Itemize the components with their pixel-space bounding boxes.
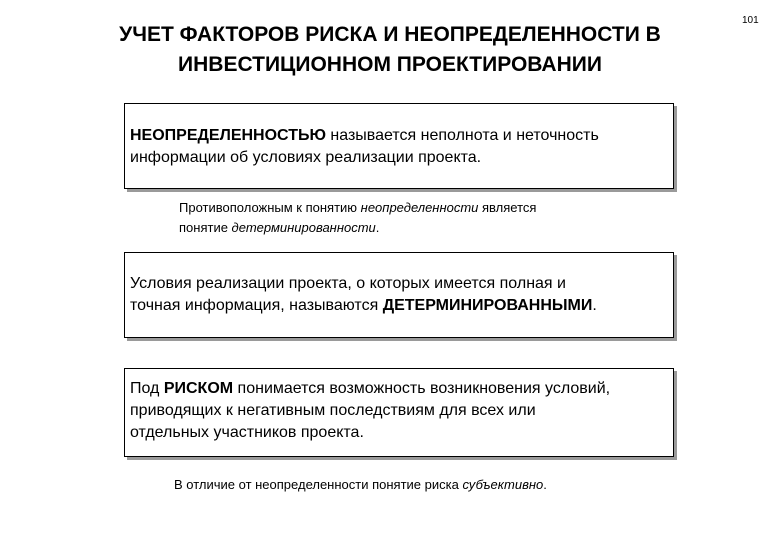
uncertainty-definition-line-2: информации об условиях реализации проекта. <box>130 149 482 166</box>
opposite-concept-text-1: Противоположным к понятию <box>179 200 361 215</box>
risk-subjectivity-text: В отличие от неопределенности понятие риска <box>174 477 463 492</box>
determined-definition-line-1: Условия реализации проекта, о которых имеется полная и <box>130 275 566 292</box>
uncertainty-definition-text: называется неполнота и неточность <box>325 127 599 144</box>
risk-definition-box <box>124 368 674 457</box>
risk-definition-prefix: Под <box>130 380 164 397</box>
risk-definition-line-1 <box>130 378 673 400</box>
risk-definition-line-2: приводящих к негативным последствиям для всех или <box>130 402 536 419</box>
determined-definition-box <box>124 252 674 338</box>
risk-subjectivity-period: . <box>543 477 547 492</box>
uncertainty-definition-line-1 <box>130 125 673 147</box>
determined-term: ДЕТЕРМИНИРОВАННЫМИ <box>382 297 593 314</box>
determinism-italic-term: детерминированности <box>231 220 376 235</box>
determined-definition-line-2 <box>130 295 673 317</box>
risk-term: РИСКОМ <box>163 380 234 397</box>
subjective-italic-term: субъективно <box>462 477 544 492</box>
risk-subjectivity-note <box>174 475 674 495</box>
opposite-concept-line-1 <box>179 198 659 218</box>
slide-title-line-1: УЧЕТ ФАКТОРОВ РИСКА И НЕОПРЕДЕЛЕННОСТИ В <box>119 23 661 46</box>
slide-title <box>40 20 740 80</box>
uncertainty-definition-box <box>124 103 674 189</box>
opposite-concept-line-2 <box>179 218 659 238</box>
uncertainty-term: НЕОПРЕДЕЛЕННОСТЬЮ <box>130 127 326 144</box>
risk-definition-line-3: отдельных участников проекта. <box>130 424 364 441</box>
opposite-concept-text-3: понятие <box>179 220 232 235</box>
determined-definition-period: . <box>592 297 597 314</box>
opposite-concept-period: . <box>375 220 380 235</box>
uncertainty-italic-term: неопределенности <box>360 200 479 215</box>
slide-title-line-2: ИНВЕСТИЦИОННОМ ПРОЕКТИРОВАНИИ <box>178 53 602 76</box>
risk-subjectivity-line <box>174 475 674 495</box>
page-number: 101 <box>742 15 759 26</box>
risk-definition-text: понимается возможность возникновения условий, <box>233 380 611 397</box>
opposite-concept-text-2: является <box>478 200 537 215</box>
determined-definition-text: точная информация, называются <box>130 297 383 314</box>
opposite-concept-note <box>179 198 659 238</box>
